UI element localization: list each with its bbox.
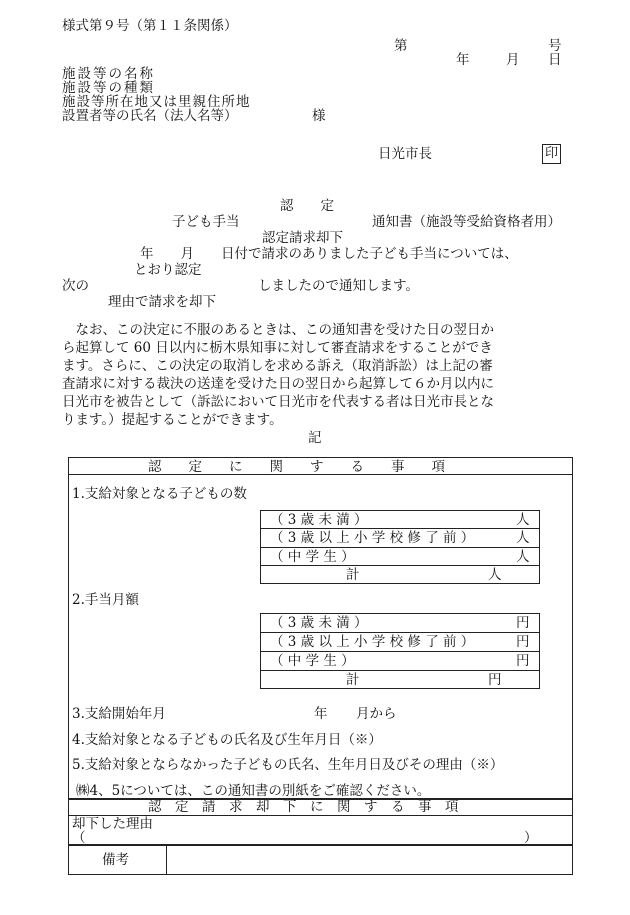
- remarks-row: [68, 845, 573, 875]
- amount-row-divider: [260, 670, 540, 671]
- amount-row-label: （ 3 歳 未 満 ）: [270, 615, 368, 631]
- amount-row-divider: [260, 651, 540, 652]
- item3-label: 3.支給開始年月: [72, 706, 166, 722]
- count-row-label: （ 中 学 生 ）: [270, 549, 355, 565]
- count-row-unit: 人: [516, 530, 530, 546]
- amount-row-unit: 円: [516, 615, 530, 631]
- count-row-divider: [260, 547, 540, 548]
- remarks-label: 備考: [102, 852, 129, 868]
- date-year: 年: [456, 52, 470, 68]
- notice-line-2: ら起算して 60 日以内に栃木県知事に対して審査請求をすることができ: [62, 340, 493, 356]
- reject-reason-label: 却下した理由: [72, 816, 153, 832]
- amount-total-unit: 円: [488, 672, 502, 688]
- count-total-unit: 人: [488, 567, 502, 583]
- body-approve-option: とおり認定: [134, 262, 202, 278]
- facility-type-label: 施設等の種類: [62, 80, 155, 96]
- amount-row-label: （ 3 歳 以 上 小 学 校 修 了 前 ）: [270, 634, 475, 650]
- amount-row-unit: 円: [516, 653, 530, 669]
- honorific-sama: 様: [312, 108, 326, 124]
- doc-number-suffix: 号: [548, 38, 562, 54]
- title-reject: 認定請求却下: [262, 230, 343, 246]
- notice-line-1: なお、この決定に不服のあるときは、この通知書を受けた日の翌日か: [62, 322, 494, 338]
- reject-reason-paren-close: ）: [524, 830, 538, 846]
- title-child-allowance: 子ども手当: [172, 214, 240, 230]
- reject-reason-paren-open: （: [72, 830, 86, 846]
- count-row-divider: [260, 528, 540, 529]
- count-row-unit: 人: [516, 549, 530, 565]
- item3-year: 年: [314, 706, 328, 722]
- seal-mark: 印: [542, 144, 561, 164]
- count-total-label: 計: [346, 567, 360, 583]
- body-next-prefix: 次の: [62, 278, 89, 294]
- item4-label: 4.支給対象となる子どもの氏名及び生年月日（※）: [72, 732, 382, 748]
- doc-number-prefix: 第: [394, 38, 408, 54]
- approval-heading: 認 定 に 関 す る 事 項: [148, 459, 445, 475]
- attachment-note: ㈱4、5については、この通知書の別紙をご確認ください。: [76, 783, 431, 799]
- amount-row-unit: 円: [516, 634, 530, 650]
- count-row-unit: 人: [516, 512, 530, 528]
- notice-line-5: 日光市を被告として（訴訟において日光市を代表する者は日光市長とな: [62, 394, 494, 410]
- date-month: 月: [506, 52, 520, 68]
- count-row-label: （ 3 歳 未 満 ）: [270, 512, 368, 528]
- item5-label: 5.支給対象とならなかった子どもの氏名、生年月日及びその理由（※）: [72, 757, 504, 773]
- item3-month: 月から: [356, 706, 397, 722]
- body-notified: しましたので通知します。: [258, 278, 419, 294]
- count-row-divider: [260, 565, 540, 566]
- form-id: 様式第９号（第１１条関係）: [62, 18, 238, 34]
- item2-label: 2.手当月額: [72, 592, 139, 608]
- amount-row-divider: [260, 632, 540, 633]
- title-approve: 認 定: [280, 198, 334, 214]
- notice-line-6: ります。）提起することができます。: [62, 412, 283, 428]
- amount-total-label: 計: [346, 672, 360, 688]
- amount-row-label: （ 中 学 生 ）: [270, 653, 355, 669]
- body-reject-option: 理由で請求を却下: [108, 294, 216, 310]
- facility-address-label: 施設等所在地又は里親住所地: [62, 94, 251, 110]
- notice-line-4: 査請求に対する裁決の送達を受けた日の翌日から起算して６か月以内に: [62, 376, 494, 392]
- founder-name-label: 設置者等の氏名（法人名等）: [62, 108, 238, 124]
- notice-line-3: ます。さらに、この決定の取消しを求める訴え（取消訴訟）は上記の審: [62, 358, 493, 374]
- reject-heading: 認 定 請 求 却 下 に 関 す る 事 項: [148, 799, 459, 815]
- remarks-divider: [166, 845, 167, 875]
- count-row-label: （ 3 歳 以 上 小 学 校 修 了 前 ）: [270, 530, 475, 546]
- ki-heading: 記: [308, 430, 322, 446]
- issuer-title: 日光市長: [378, 146, 432, 162]
- body-date-line: 年 月 日付で請求のありました子ども手当については、: [140, 246, 518, 262]
- facility-name-label: 施設等の名称: [62, 66, 155, 82]
- item1-label: 1.支給対象となる子どもの数: [72, 486, 247, 502]
- date-day: 日: [548, 52, 562, 68]
- title-notice: 通知書（施設等受給資格者用）: [372, 214, 561, 230]
